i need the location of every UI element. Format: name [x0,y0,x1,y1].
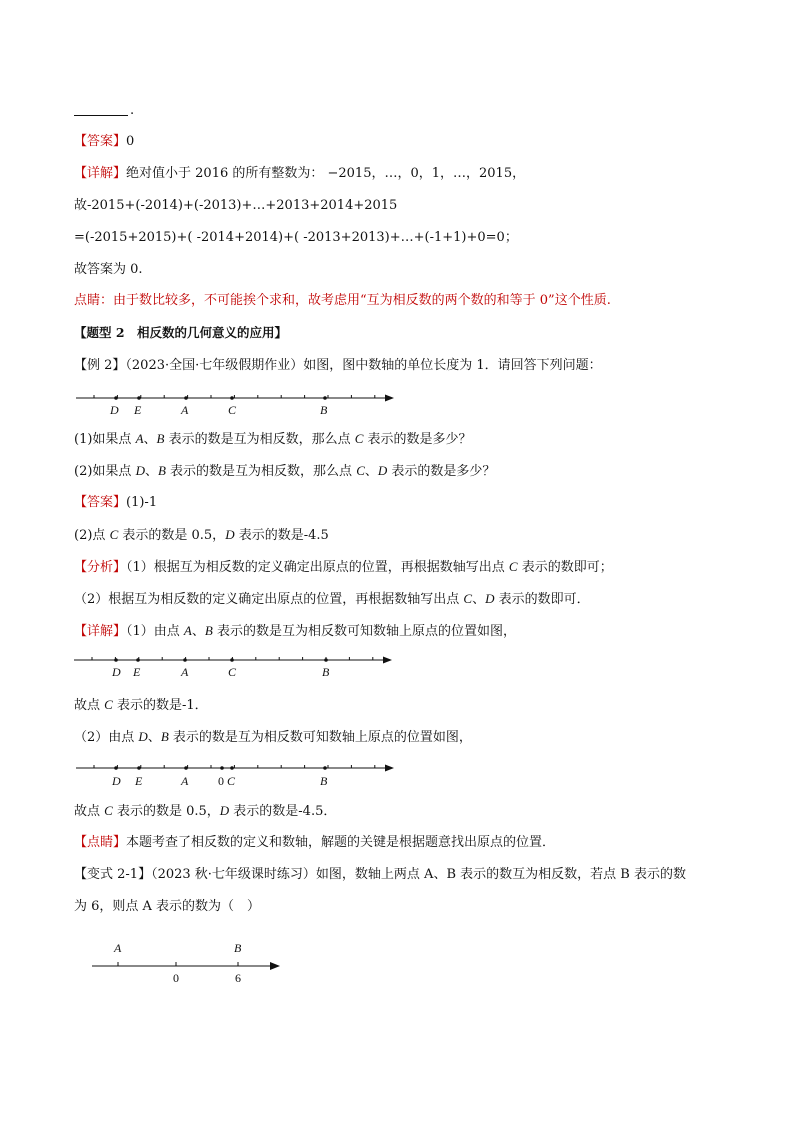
point-dot [184,766,188,770]
detail-2-var-b: B [204,623,213,638]
q1-part: 表示的数是互为相反数，那么点 [164,432,355,447]
analysis-part: （2）根据互为相反数的定义确定出原点的位置，再根据数轴写出点 [74,592,464,607]
answer-1 [74,133,134,151]
point-label-b: B [320,403,328,417]
variant-text: （2023 秋·七年级课时练习）如图，数轴上两点 A、B 表示的数互为相反数，若点 B 表示的数 [151,867,686,882]
detail-2-label: 【详解】 [74,624,127,639]
example-label: 【例 2】 [74,358,126,373]
point-label-c: C [227,774,236,788]
point-dot [230,766,234,770]
point-label-e: E [135,774,143,788]
origin-label: 0 [173,971,179,985]
detail-2-part: 表示的数是互为相反数可知数轴上原点的位置如图， [168,730,472,745]
note-1: 点睛：由于数比较多，不可能挨个求和，故考虑用“互为相反数的两个数的和等于 0”这个性质. [74,293,611,308]
analysis-var-d: D [485,591,495,606]
a2-var-c: C [109,527,119,542]
point-dot [137,396,141,400]
q1-part: 、 [143,432,157,447]
point-label-c: C [228,665,237,679]
section-heading: 【题型 2 相反数的几何意义的应用】 [74,325,288,340]
tick-label-six: 6 [235,971,241,985]
point-dot [137,766,141,770]
detail-2-var-d: D [138,729,148,744]
arrow-icon [385,765,394,772]
point-dot [220,766,224,770]
point-dot [323,766,327,770]
detail-2-part: 表示的数是-4.5． [229,804,337,819]
detail-1-sum: 故-2015+(-2014)+(-2013)+…+2013+2014+2015 [74,198,398,213]
number-line-1 [74,392,404,422]
arrow-icon [385,395,394,402]
answer-blank [74,115,128,116]
number-line-4-svg [88,938,288,988]
point-dot [230,658,234,662]
q2-var-d: D [377,463,388,478]
detail-label: 【详解】 [74,166,127,181]
point-label-d: D [110,403,119,417]
a2-part: 表示的数是-4.5 [234,528,329,543]
point-label-b: B [322,665,330,679]
answer-text: 0 [126,134,135,149]
point-dot [114,766,118,770]
q1-var-c: C [354,431,364,446]
q2-part: 、 [364,464,378,479]
point-dot [114,658,118,662]
number-line-1-axis [76,395,394,402]
detail-2-var-c: C [104,697,113,712]
q2-var-d: D [135,463,145,478]
q2-part: 表示的数是多少？ [387,464,496,479]
detail-2-part: 表示的数是互为相反数可知数轴上原点的位置如图， [212,624,516,639]
answer-label: 【答案】 [74,134,127,149]
detail-1 [74,165,525,183]
analysis-part: 表示的数即可； [517,560,613,575]
detail-2-c2 [74,802,336,821]
point-label-a: A [181,403,189,417]
analysis-part: 表示的数即可． [494,592,590,607]
point-dot [183,658,187,662]
point-label-a: A [114,941,122,955]
origin-label: 0 [218,774,224,788]
detail-2-p2 [74,728,472,747]
point-label-d: D [112,665,121,679]
example-text: （2023·全国·七年级假期作业）如图，图中数轴的单位长度为 1．请回答下列问题： [125,358,602,373]
point-dot [230,396,234,400]
answer-2 [74,494,157,512]
detail-2-part: （2）由点 [74,730,139,745]
detail-1-conclusion: 故答案为 0. [74,262,143,277]
analysis-var-c: C [463,591,473,606]
detail-2-part: 、 [147,730,161,745]
q2-part: (2)如果点 [74,464,136,479]
detail-2-part: 故点 [74,804,105,819]
a2-part: (2)点 [74,528,110,543]
point-label-e: E [133,665,141,679]
analysis-var-c: C [508,559,518,574]
detail-2-var-a: A [183,623,192,638]
variant-2-1 [74,866,686,884]
q2-var-c: C [356,463,365,478]
detail-2-part: 、 [191,624,205,639]
answer-2-label: 【答案】 [74,495,127,510]
point-dot [184,396,188,400]
blank-period: . [130,103,135,118]
point-dot [114,396,118,400]
point-label-a: A [181,665,189,679]
q1-var-b: B [156,431,165,446]
variant-label: 【变式 2-1】 [74,867,152,882]
analysis-part: 、 [472,592,486,607]
a2-var-d: D [225,527,235,542]
number-line-4 [88,938,288,988]
answer-2-a1: (1)-1 [126,495,158,510]
detail-2-part: 故点 [74,698,105,713]
number-line-3-axis [76,765,394,772]
analysis-2 [74,590,590,609]
point-dot [324,658,328,662]
point-label-b: B [320,774,328,788]
point-dot [323,396,327,400]
q2-part: 、 [144,464,158,479]
detail-2-part: 表示的数是 0.5， [112,804,220,819]
q1-var-a: A [135,431,144,446]
detail-2-part: 表示的数是-1． [112,698,208,713]
detail-2-c1 [74,696,208,715]
number-line-2 [72,654,402,684]
detail-2-var-c: C [104,803,113,818]
point-label-e: E [134,403,142,417]
analysis-part: （1）根据互为相反数的定义确定出原点的位置，再根据数轴写出点 [126,560,509,575]
analysis-label: 【分析】 [74,560,127,575]
answer-2-part-2 [74,526,329,545]
arrow-icon [383,657,392,664]
point-label-c: C [228,403,237,417]
a2-part: 表示的数是 0.5， [118,528,226,543]
variant-2-1-cont: 为 6，则点 A 表示的数为（ ） [74,899,261,914]
number-line-1-svg [74,392,404,422]
detail-2-var-d: D [219,803,230,818]
note-2 [74,834,555,852]
point-label-b: B [234,941,242,955]
question-1 [74,430,472,449]
number-line-3 [74,762,404,792]
detail-2-part: （1）由点 [126,624,184,639]
detail-1-pairs: =(-2015+2015)+( -2014+2014)+( -2013+2013)+…+(-1+1)+0=0； [74,230,518,245]
q1-part: 表示的数是多少？ [363,432,472,447]
detail-2-p1 [74,622,516,641]
q2-var-b: B [157,463,166,478]
example-2 [74,357,602,375]
detail-text: 绝对值小于 2016 的所有整数为： −2015，…，0，1，…，2015， [126,166,526,181]
point-label-d: D [112,774,121,788]
note-2-label: 【点睛】 [74,835,127,850]
detail-2-var-b: B [160,729,169,744]
analysis-1 [74,558,613,577]
question-2 [74,462,495,481]
number-line-2-axis [74,657,392,664]
note-2-text: 本题考查了相反数的定义和数轴，解题的关键是根据题意找出原点的位置． [126,835,556,850]
arrow-icon [270,962,280,970]
number-line-3-svg [74,762,404,792]
number-line-2-svg [72,654,402,684]
q2-part: 表示的数是互为相反数，那么点 [165,464,357,479]
point-dot [136,658,140,662]
q1-part: (1)如果点 [74,432,136,447]
point-label-a: A [181,774,189,788]
